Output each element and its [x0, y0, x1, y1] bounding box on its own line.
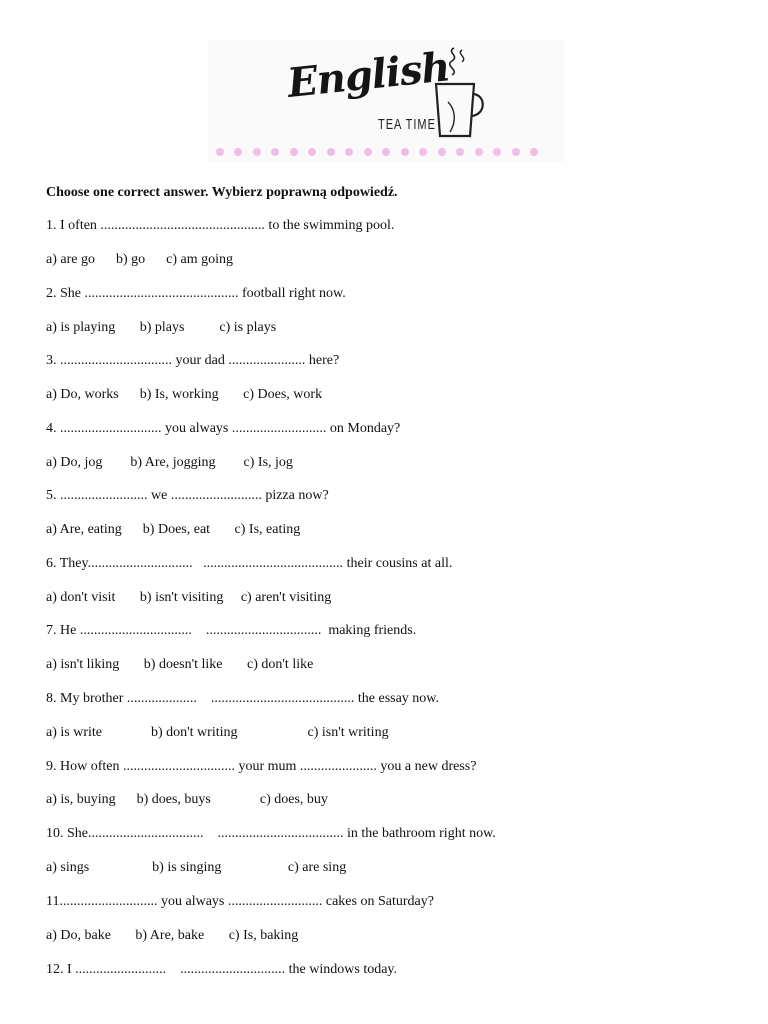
dot	[364, 148, 372, 156]
dot	[253, 148, 261, 156]
answers-6: a) don't visit b) isn't visiting c) aren't visiting	[46, 590, 332, 605]
dot	[419, 148, 427, 156]
answers-2: a) is playing b) plays c) is plays	[46, 320, 277, 335]
question-3: 3. ................................ your dad ...................... here?	[46, 353, 340, 368]
dot	[456, 148, 464, 156]
decorative-dot-row	[216, 146, 538, 158]
logo-wordmark: English	[285, 43, 452, 107]
question-12: 12. I .......................... .............................. the windows today.	[46, 962, 398, 977]
dot	[493, 148, 501, 156]
dot	[530, 148, 538, 156]
dot	[512, 148, 520, 156]
answers-11: a) Do, bake b) Are, bake c) Is, baking	[46, 928, 299, 943]
logo-subtitle: TEA TIME	[378, 116, 436, 134]
question-1: 1. I often ............................................... to the swimming pool.	[46, 218, 395, 233]
question-5: 5. ......................... we .......................... pizza now?	[46, 488, 329, 503]
dot	[327, 148, 335, 156]
answers-10: a) sings b) is singing c) are sing	[46, 860, 347, 875]
answers-4: a) Do, jog b) Are, jogging c) Is, jog	[46, 455, 293, 470]
question-11: 11............................ you always ........................... cakes on Saturday?	[46, 894, 434, 909]
dot	[234, 148, 242, 156]
dot	[382, 148, 390, 156]
question-4: 4. ............................. you always ........................... on Monday?	[46, 421, 401, 436]
answers-3: a) Do, works b) Is, working c) Does, work	[46, 387, 323, 402]
question-7: 7. He ................................ ................................. making friends.	[46, 623, 417, 638]
dot	[438, 148, 446, 156]
dot	[401, 148, 409, 156]
question-10: 10. She................................. .................................... in the bathroom right now.	[46, 826, 496, 841]
question-2: 2. She ............................................ football right now.	[46, 286, 346, 301]
dot	[308, 148, 316, 156]
dot	[216, 148, 224, 156]
question-9: 9. How often ................................ your mum ...................... you a new dress?	[46, 759, 477, 774]
dot	[271, 148, 279, 156]
instructions: Choose one correct answer. Wybierz poprawną odpowiedź.	[46, 185, 398, 200]
dot	[475, 148, 483, 156]
answers-5: a) Are, eating b) Does, eat c) Is, eating	[46, 522, 301, 537]
answers-8: a) is write b) don't writing c) isn't writing	[46, 725, 389, 740]
answers-7: a) isn't liking b) doesn't like c) don't like	[46, 657, 314, 672]
answers-9: a) is, buying b) does, buys c) does, buy	[46, 792, 328, 807]
teacup-icon	[426, 44, 486, 142]
dot	[290, 148, 298, 156]
logo	[208, 40, 564, 162]
dot	[345, 148, 353, 156]
question-6: 6. They.............................. ........................................ their cousins at all.	[46, 556, 453, 571]
question-8: 8. My brother .................... ......................................... the essay now.	[46, 691, 440, 706]
answers-1: a) are go b) go c) am going	[46, 252, 233, 267]
